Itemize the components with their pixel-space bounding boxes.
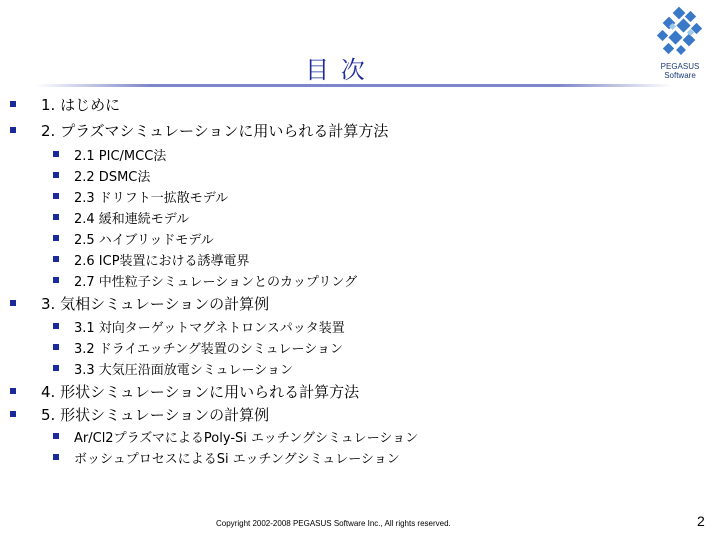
pegasus-logo [648,4,712,82]
logo-line-2: Software [664,71,696,80]
toc-subitem-2-7 [53,270,357,290]
toc-item-1 [10,93,120,115]
toc-item-text: 2.7 中性粒子シミュレーションとのカップリング [74,274,358,290]
bullet-icon [53,277,59,283]
bullet-icon [10,101,16,107]
logo-text [648,62,712,80]
bullet-icon [53,454,59,460]
toc-item-text: 3.2 ドライエッチング装置のシミュレーション [74,341,343,357]
toc-subitem-2-6 [53,249,250,269]
toc-item-text: 2.2 DSMC法 [74,169,151,185]
bullet-icon [10,300,16,306]
toc-subitem-5-1 [53,426,418,446]
toc-item-text: Ar/Cl2プラズマによるPoly-Si エッチングシミュレーション [74,430,419,446]
bullet-icon [53,365,59,371]
bullet-icon [53,344,59,350]
bullet-icon [10,388,16,394]
toc-subitem-3-3 [53,358,293,378]
bullet-icon [53,193,59,199]
toc-item-text: 2.5 ハイブリッドモデル [74,232,214,248]
page-number: 2 [697,513,705,529]
toc-item-text: 1. はじめに [41,95,121,114]
toc-item-3 [10,292,269,314]
bullet-icon [53,433,59,439]
bullet-icon [53,235,59,241]
bullet-icon [10,411,16,417]
toc-item-text: 4. 形状シミュレーションに用いられる計算方法 [41,382,360,401]
toc-item-5 [10,403,269,425]
toc-item-2 [10,119,388,141]
bullet-icon [53,172,59,178]
toc-item-text: 2.6 ICP装置における誘導電界 [74,253,250,269]
bullet-icon [10,127,16,133]
toc-subitem-2-5 [53,228,214,248]
logo-line-1: PEGASUS [660,62,700,71]
toc-subitem-2-3 [53,186,228,206]
toc-subitem-2-2 [53,165,150,185]
toc-item-text: 3.1 対向ターゲットマグネトロンスパッタ装置 [74,320,345,336]
toc-item-text: 2.1 PIC/MCC法 [74,148,167,164]
toc-subitem-2-1 [53,144,166,164]
toc-item-4 [10,380,359,402]
pegasus-logo-icon [648,4,712,62]
slide-title: 目 次 [305,56,367,84]
toc-item-text: 2.3 ドリフト一拡散モデル [74,190,229,206]
toc-subitem-2-4 [53,207,189,227]
toc-subitem-3-2 [53,337,343,357]
toc-item-text: 5. 形状シミュレーションの計算例 [41,405,270,424]
title-divider [36,84,672,87]
toc-item-text: ボッシュプロセスによるSi エッチングシミュレーション [74,451,400,467]
bullet-icon [53,256,59,262]
bullet-icon [53,323,59,329]
toc-subitem-3-1 [53,316,345,336]
toc-item-text: 3. 気相シミュレーションの計算例 [41,294,270,313]
toc-item-text: 3.3 大気圧沿面放電シミュレーション [74,362,294,378]
bullet-icon [53,214,59,220]
toc-item-text: 2. プラズマシミュレーションに用いられる計算方法 [41,121,389,140]
toc-subitem-5-2 [53,447,400,467]
copyright-footer: Copyright 2002-2008 PEGASUS Software Inc., All rights reserved. [216,519,451,528]
toc-item-text: 2.4 緩和連続モデル [74,211,190,227]
bullet-icon [53,151,59,157]
